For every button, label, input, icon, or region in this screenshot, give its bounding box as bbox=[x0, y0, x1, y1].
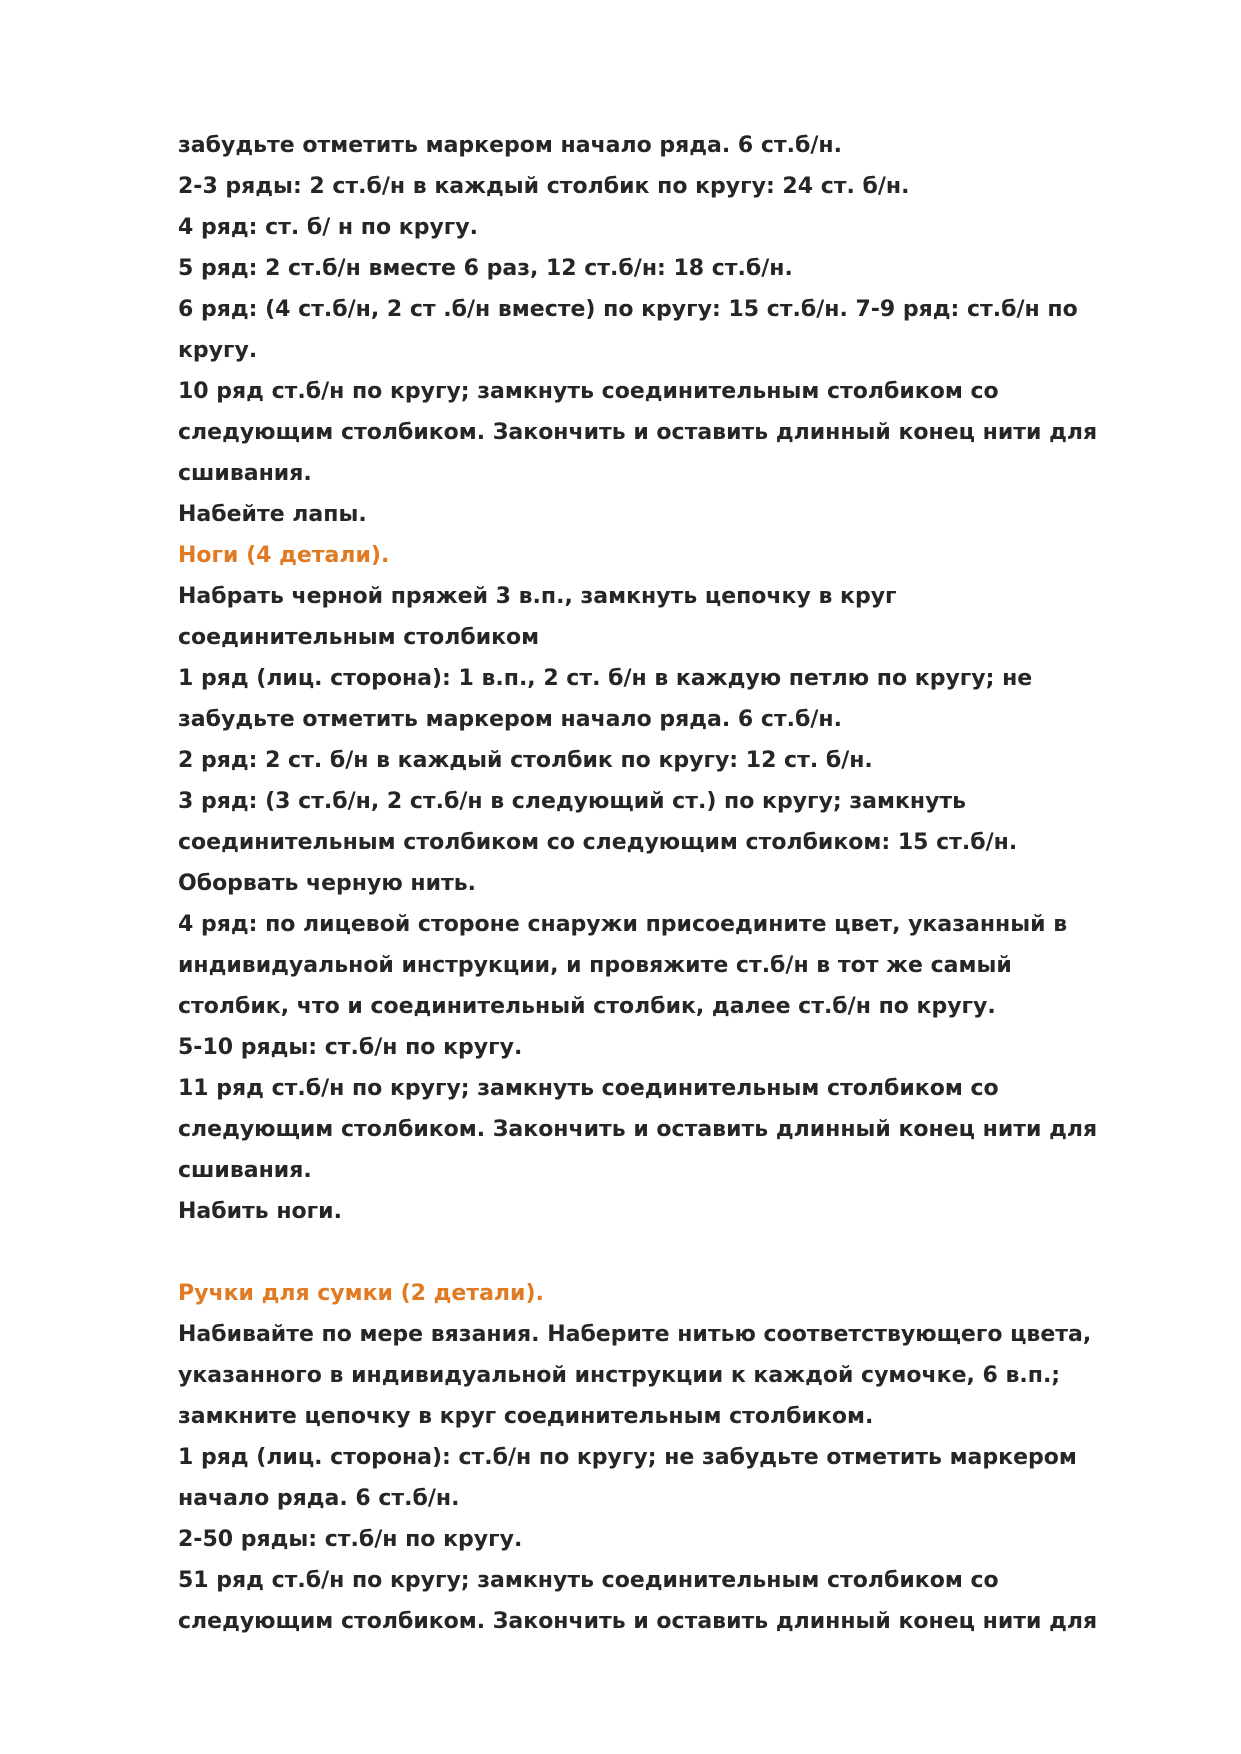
text-line: 11 ряд ст.б/н по кругу; замкнуть соединительным столбиком со bbox=[178, 1076, 999, 1101]
text-line: сшивания. bbox=[178, 1158, 312, 1183]
text-line: 5-10 ряды: ст.б/н по кругу. bbox=[178, 1035, 523, 1060]
section-heading: Ноги (4 детали). bbox=[178, 543, 390, 568]
text-line: следующим столбиком. Закончить и оставить длинный конец нити для bbox=[178, 1609, 1098, 1634]
text-line: соединительным столбиком bbox=[178, 625, 540, 650]
text-line: Набить ноги. bbox=[178, 1199, 342, 1224]
text-line: 3 ряд: (3 ст.б/н, 2 ст.б/н в следующий ст.) по кругу; замкнуть bbox=[178, 789, 967, 814]
section-legs bbox=[178, 535, 1178, 1232]
section-heading: Ручки для сумки (2 детали). bbox=[178, 1281, 544, 1306]
text-line: замкните цепочку в круг соединительным столбиком. bbox=[178, 1404, 874, 1429]
text-line: 2-50 ряды: ст.б/н по кругу. bbox=[178, 1527, 523, 1552]
text-line: соединительным столбиком со следующим столбиком: 15 ст.б/н. bbox=[178, 830, 1018, 855]
text-line: 51 ряд ст.б/н по кругу; замкнуть соединительным столбиком со bbox=[178, 1568, 999, 1593]
text-line: 4 ряд: по лицевой стороне снаружи присоедините цвет, указанный в bbox=[178, 912, 1068, 937]
document-body bbox=[178, 125, 1178, 1642]
text-line: сшивания. bbox=[178, 461, 312, 486]
text-line: кругу. bbox=[178, 338, 258, 363]
text-line: индивидуальной инструкции, и провяжите ст.б/н в тот же самый bbox=[178, 953, 1012, 978]
top-paragraph bbox=[178, 125, 1178, 535]
text-line: 4 ряд: ст. б/ н по кругу. bbox=[178, 215, 478, 240]
text-line: столбик, что и соединительный столбик, далее ст.б/н по кругу. bbox=[178, 994, 996, 1019]
text-line: 1 ряд (лиц. сторона): ст.б/н по кругу; не забудьте отметить маркером bbox=[178, 1445, 1077, 1470]
text-line: забудьте отметить маркером начало ряда. 6 ст.б/н. bbox=[178, 707, 842, 732]
text-line: 6 ряд: (4 ст.б/н, 2 ст .б/н вместе) по кругу: 15 ст.б/н. 7-9 ряд: ст.б/н по bbox=[178, 297, 1078, 322]
text-line: 10 ряд ст.б/н по кругу; замкнуть соединительным столбиком со bbox=[178, 379, 999, 404]
text-line: указанного в индивидуальной инструкции к каждой сумочке, 6 в.п.; bbox=[178, 1363, 1061, 1388]
text-line: 2-3 ряды: 2 ст.б/н в каждый столбик по кругу: 24 ст. б/н. bbox=[178, 174, 910, 199]
text-line: начало ряда. 6 ст.б/н. bbox=[178, 1486, 460, 1511]
blank-line bbox=[178, 1232, 1178, 1273]
text-line: Оборвать черную нить. bbox=[178, 871, 477, 896]
text-line: следующим столбиком. Закончить и оставить длинный конец нити для bbox=[178, 420, 1098, 445]
text-line: Набейте лапы. bbox=[178, 502, 367, 527]
text-line: забудьте отметить маркером начало ряда. 6 ст.б/н. bbox=[178, 133, 842, 158]
text-line: следующим столбиком. Закончить и оставить длинный конец нити для bbox=[178, 1117, 1098, 1142]
text-line: 5 ряд: 2 ст.б/н вместе 6 раз, 12 ст.б/н: 18 ст.б/н. bbox=[178, 256, 793, 281]
section-handles bbox=[178, 1273, 1178, 1642]
text-line: 2 ряд: 2 ст. б/н в каждый столбик по кругу: 12 ст. б/н. bbox=[178, 748, 873, 773]
text-line: Набрать черной пряжей 3 в.п., замкнуть цепочку в круг bbox=[178, 584, 897, 609]
text-line: 1 ряд (лиц. сторона): 1 в.п., 2 ст. б/н в каждую петлю по кругу; не bbox=[178, 666, 1033, 691]
text-line: Набивайте по мере вязания. Наберите нитью соответствующего цвета, bbox=[178, 1322, 1092, 1347]
